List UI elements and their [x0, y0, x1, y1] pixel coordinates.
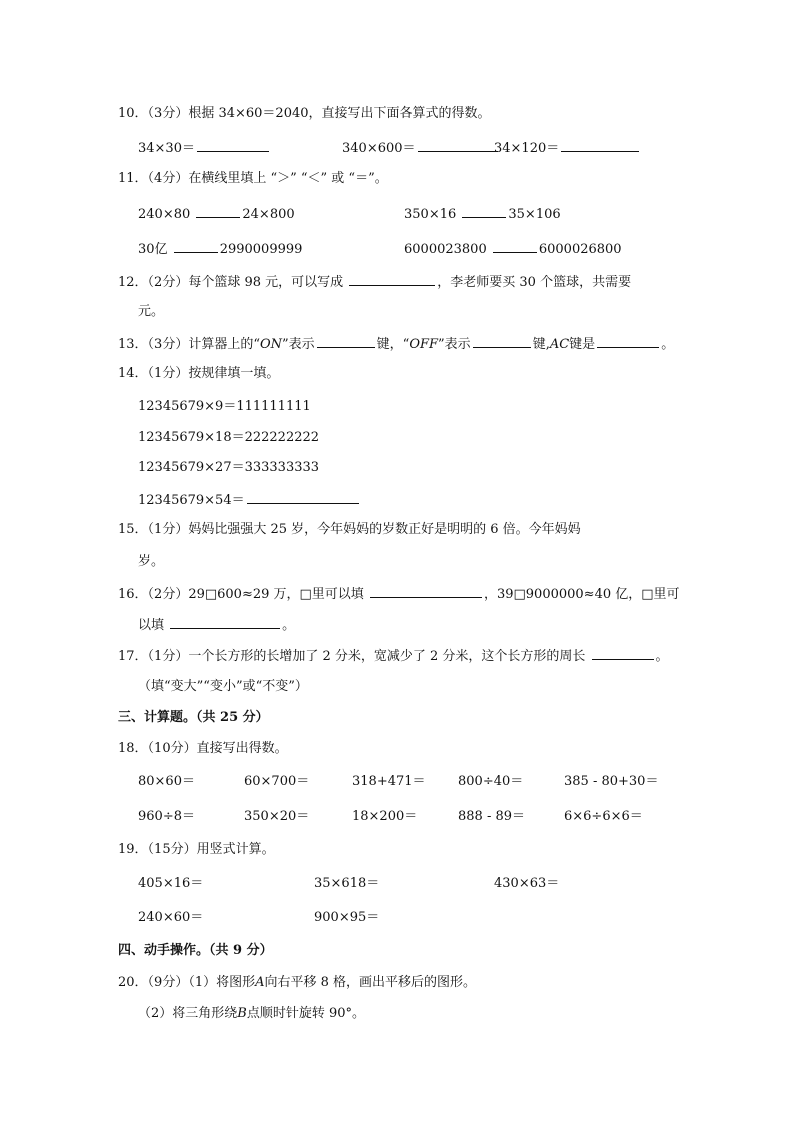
answer-blank[interactable]: [473, 334, 531, 348]
oral-calc-item: 6×6÷6×6＝: [564, 809, 643, 824]
oral-calc-item: 800÷40＝: [458, 774, 524, 789]
answer-blank[interactable]: [349, 272, 435, 286]
oral-calc-item: 80×60＝: [138, 774, 195, 789]
question-17: 17．（1分）一个长方形的长增加了 2 分米，宽减少了 2 分米，这个长方形的周长 。: [118, 646, 669, 666]
section-heading: 三、计算题。（共 25 分）: [118, 710, 269, 725]
q10-item-3: 34×120＝: [494, 138, 641, 158]
answer-blank[interactable]: [597, 334, 659, 348]
question-20-part-2: （2）将三角形绕B点顺时针旋转 90°。: [138, 1006, 366, 1021]
q10-item-1: 34×30＝: [138, 138, 271, 158]
oral-calc-item: 960÷8＝: [138, 809, 195, 824]
answer-blank[interactable]: [197, 138, 269, 152]
question-12: 12．（2分）每个篮球 98 元，可以写成 ，李老师要买 30 个篮球，共需要: [118, 272, 631, 292]
answer-blank[interactable]: [174, 239, 218, 253]
section-heading: 四、动手操作。（共 9 分）: [118, 943, 273, 958]
vertical-calc-item: 35×618＝: [314, 876, 380, 891]
answer-blank[interactable]: [196, 204, 240, 218]
q11-compare-4: 6000023800 6000026800: [404, 239, 622, 259]
oral-calc-item: 318+471＝: [352, 774, 426, 789]
question-16: 16．（2分）29□600≈29 万，□里可以填 ，39□9000000≈40 亿，□里可: [118, 584, 680, 604]
answer-blank[interactable]: [317, 334, 375, 348]
question-16-cont: 以填 。: [138, 615, 295, 635]
q11-compare-3: 30亿 2990009999: [138, 239, 302, 259]
answer-blank[interactable]: [170, 615, 280, 629]
q10-item-2: 340×600＝: [342, 138, 500, 158]
question-17-hint: （填“变大”“变小”或“不变”）: [138, 679, 308, 694]
question-14: 14．（1分）按规律填一填。: [118, 366, 280, 381]
vertical-calc-item: 900×95＝: [314, 910, 380, 925]
vertical-calc-item: 405×16＝: [138, 876, 204, 891]
question-11: 11．（4分）在横线里填上 “＞” “＜” 或 “＝”。: [118, 171, 388, 186]
question-19: 19．（15分）用竖式计算。: [118, 842, 275, 857]
vertical-calc-item: 240×60＝: [138, 910, 204, 925]
answer-blank[interactable]: [370, 584, 482, 598]
answer-blank[interactable]: [418, 138, 498, 152]
answer-blank[interactable]: [493, 239, 537, 253]
question-15: 15．（1分）妈妈比强强大 25 岁，今年妈妈的岁数正好是明明的 6 倍。今年妈妈: [118, 522, 581, 537]
answer-blank[interactable]: [462, 204, 506, 218]
pattern-line: 12345679×18＝222222222: [138, 430, 320, 445]
oral-calc-item: 350×20＝: [244, 809, 310, 824]
question-10: 10．（3分）根据 34×60＝2040，直接写出下面各算式的得数。: [118, 106, 491, 121]
question-18: 18．（10分）直接写出得数。: [118, 741, 288, 756]
pattern-line: 12345679×54＝: [138, 490, 361, 510]
q11-compare-2: 350×16 35×106: [404, 204, 561, 224]
vertical-calc-item: 430×63＝: [494, 876, 560, 891]
pattern-line: 12345679×27＝333333333: [138, 460, 320, 475]
q11-compare-1: 240×80 24×800: [138, 204, 295, 224]
oral-calc-item: 18×200＝: [352, 809, 418, 824]
question-15-cont: 岁。: [138, 554, 165, 569]
answer-blank[interactable]: [561, 138, 639, 152]
question-20: 20．（9分）（1）将图形A向右平移 8 格，画出平移后的图形。: [118, 975, 477, 990]
answer-blank[interactable]: [247, 490, 359, 504]
question-13: 13．（3分）计算器上的“ON”表示 键，“OFF”表示 键,AC键是 。: [118, 334, 674, 354]
answer-blank[interactable]: [592, 646, 654, 660]
oral-calc-item: 888 - 89＝: [458, 809, 526, 824]
oral-calc-item: 60×700＝: [244, 774, 310, 789]
oral-calc-item: 385 - 80+30＝: [564, 774, 659, 789]
question-12-cont: 元。: [138, 304, 165, 319]
pattern-line: 12345679×9＝111111111: [138, 399, 311, 414]
